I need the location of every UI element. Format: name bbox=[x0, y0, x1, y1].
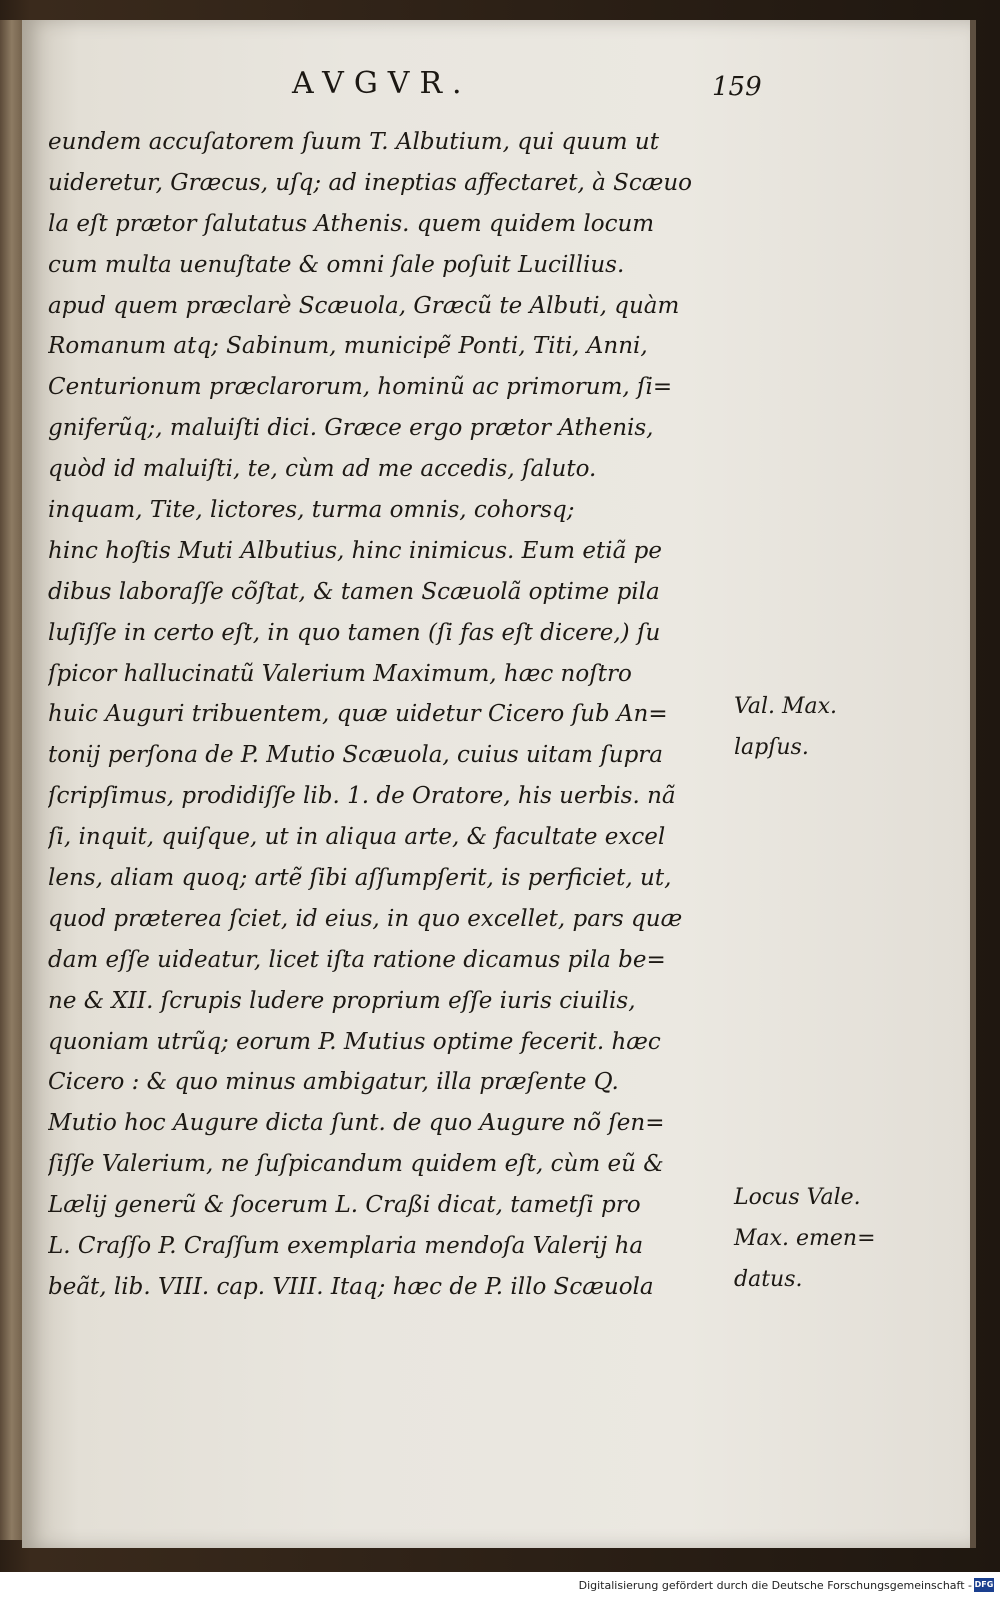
text-line: inquam, Tite, lictores, turma omnis, cohorsq; bbox=[48, 497, 575, 524]
body-text bbox=[48, 122, 738, 1308]
text-line: Cicero : & quo minus ambigatur, illa præſente Q. bbox=[48, 1069, 619, 1096]
text-line: dam eſſe uideatur, licet iſta ratione dicamus pila be= bbox=[48, 946, 666, 973]
text-line: cum multa uenuſtate & omni ſale poſuit Lucillius. bbox=[48, 251, 625, 278]
running-head: AVGVR. bbox=[292, 66, 472, 101]
marginal-note-line: Max. emen= bbox=[734, 1225, 876, 1251]
text-line: Romanum atq; Sabinum, municipẽ Ponti, Titi, Anni, bbox=[48, 333, 648, 360]
marginal-note-line: lapſus. bbox=[734, 734, 809, 760]
digitization-footer bbox=[0, 1572, 1000, 1600]
book-page bbox=[22, 20, 976, 1548]
text-line: dibus laboraſſe cõſtat, & tamen Scæuolã optime pila bbox=[48, 578, 660, 605]
text-line: apud quem præclarè Scæuola, Græcũ te Albuti, quàm bbox=[48, 292, 680, 319]
text-line: beãt, lib. VIII. cap. VIII. Itaq; hæc de P. illo Scæuola bbox=[48, 1273, 654, 1300]
text-line: ne & XII. ſcrupis ludere proprium eſſe iuris ciuilis, bbox=[48, 987, 636, 1014]
text-line: la eſt prætor ſalutatus Athenis. quem quidem locum bbox=[48, 210, 655, 237]
dfg-logo: DFG bbox=[974, 1578, 994, 1592]
funding-credit: Digitalisierung gefördert durch die Deutsche Forschungsgemeinschaft - bbox=[578, 1579, 972, 1592]
text-line: L. Craſſo P. Craſſum exemplaria mendoſa Valerij ha bbox=[48, 1233, 644, 1260]
text-line: ſiſſe Valerium, ne ſuſpicandum quidem eſt, cùm eũ & bbox=[48, 1151, 664, 1178]
text-line: luſiſſe in certo eſt, in quo tamen (ſi fas eſt dicere,) ſu bbox=[48, 619, 661, 646]
text-line: uideretur, Græcus, uſq; ad ineptias affectaret, à Scæuo bbox=[48, 169, 693, 196]
marginal-note bbox=[734, 1178, 876, 1301]
text-line: huic Auguri tribuentem, quæ uidetur Cicero ſub An= bbox=[48, 701, 668, 728]
text-line: tonij perſona de P. Mutio Scæuola, cuius uitam ſupra bbox=[48, 742, 664, 769]
text-line: Lælij generũ & ſocerum L. Craßi dicat, tametſi pro bbox=[48, 1192, 641, 1219]
text-line: Mutio hoc Augure dicta ſunt. de quo Augure nõ ſen= bbox=[48, 1110, 665, 1137]
text-line: gniferũq;, maluiſti dici. Græce ergo prætor Athenis, bbox=[48, 415, 654, 442]
text-line: hinc hoſtis Muti Albutius, hinc inimicus. Eum etiã pe bbox=[48, 537, 662, 564]
text-line: Centurionum præclarorum, hominũ ac primorum, ſi= bbox=[48, 374, 673, 401]
marginal-note-line: datus. bbox=[734, 1266, 803, 1292]
text-line: ſpicor hallucinatũ Valerium Maximum, hæc noſtro bbox=[48, 660, 632, 687]
text-line: ſcripſimus, prodidiſſe lib. 1. de Oratore, his uerbis. nã bbox=[48, 783, 676, 810]
text-line: quod præterea ſciet, id eius, in quo excellet, pars quæ bbox=[48, 905, 683, 932]
text-line: ſi, inquit, quiſque, ut in aliqua arte, & facultate excel bbox=[48, 824, 666, 851]
marginal-note-line: Val. Max. bbox=[734, 694, 838, 719]
marginal-note-line: Locus Vale. bbox=[734, 1185, 861, 1210]
text-line: eundem accuſatorem ſuum T. Albutium, qui quum ut bbox=[48, 129, 659, 155]
text-line: quoniam utrũq; eorum P. Mutius optime fecerit. hæc bbox=[48, 1028, 661, 1055]
marginal-note bbox=[734, 687, 837, 769]
text-line: quòd id maluiſti, te, cùm ad me accedis, ſaluto. bbox=[48, 456, 597, 483]
text-line: lens, aliam quoq; artẽ ſibi aſſumpſerit, is perficiet, ut, bbox=[48, 865, 672, 892]
page-number: 159 bbox=[712, 72, 762, 102]
